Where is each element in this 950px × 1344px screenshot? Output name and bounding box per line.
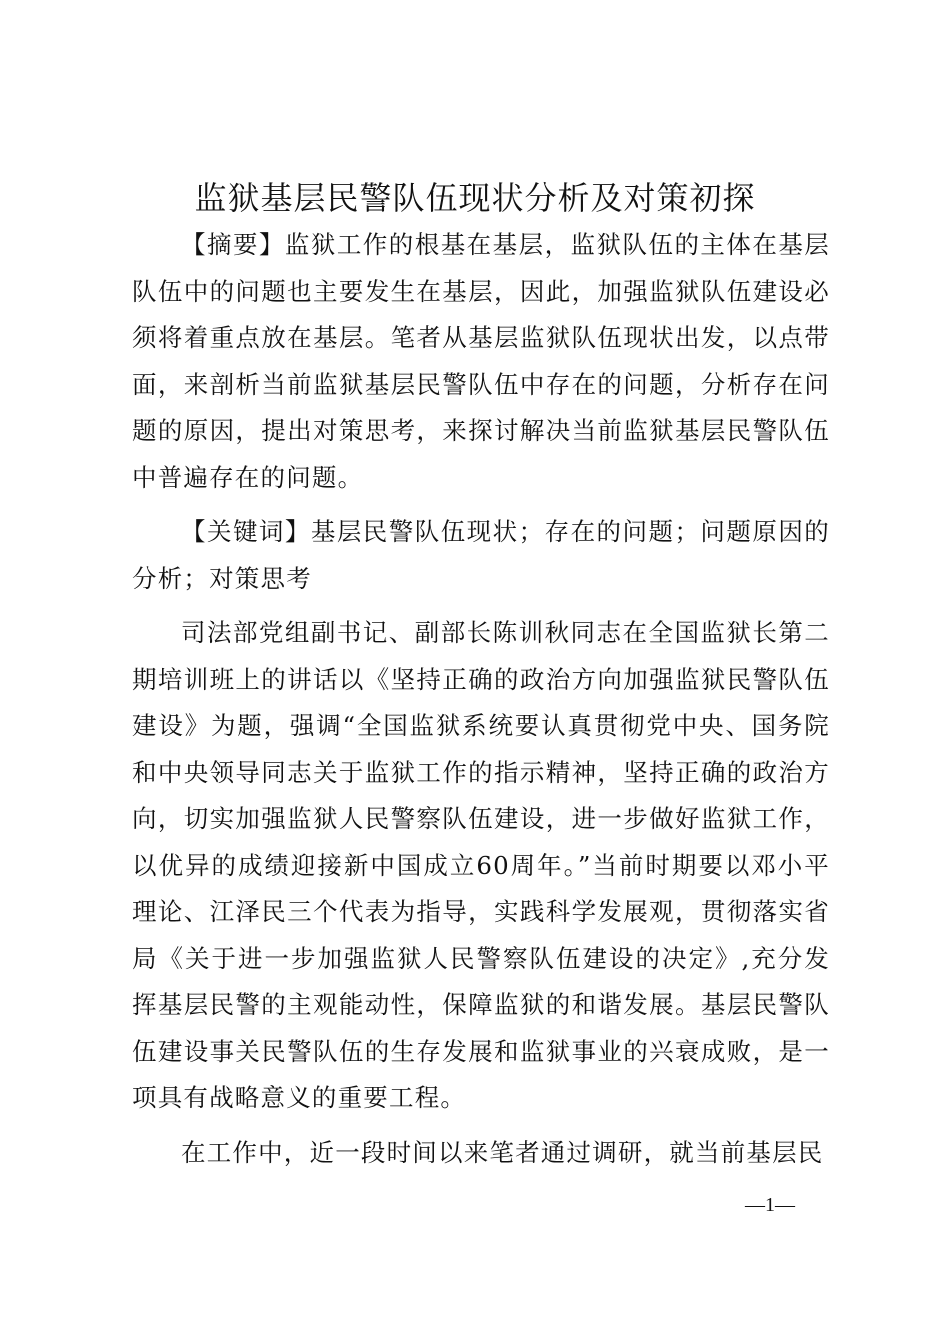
keywords-text: 基层民警队伍现状；存在的问题；问题原因的分析；对策思考 [132, 517, 831, 593]
keywords-label: 【关键词】 [181, 517, 311, 546]
document-body [132, 222, 830, 1176]
abstract-paragraph [132, 222, 830, 501]
keywords-paragraph [132, 509, 830, 602]
abstract-text: 监狱工作的根基在基层，监狱队伍的主体在基层队伍中的问题也主要发生在基层，因此，加强监狱队伍建设必须将着重点放在基层。笔者从基层监狱队伍现状出发，以点带面，来剖析当前监狱基层民警队伍中存在的问题，分析存在问题的原因，提出对策思考，来探讨解决当前监狱基层民警队伍中普遍存在的问题。 [132, 230, 830, 492]
abstract-label: 【摘要】 [181, 230, 285, 259]
body-paragraph-2: 在工作中，近一段时间以来笔者通过调研，就当前基层民 [181, 1137, 824, 1167]
document-title: 监狱基层民警队伍现状分析及对策初探 [194, 179, 756, 217]
page-number: —1— [745, 1194, 795, 1216]
body-paragraph-1: 司法部党组副书记、副部长陈训秋同志在全国监狱长第二期培训班上的讲话以《坚持正确的政治方向加强监狱民警队伍建设》为题，强调“全国监狱系统要认真贯彻党中央、国务院和中央领导同志关于监狱工作的指示精神，坚持正确的政治方向，切实加强监狱人民警察队伍建设，进一步做好监狱工作，以优异的成绩迎接新中国成立60周年。”当前时期要以邓小平理论、江泽民三个代表为指导，实践科学发展观，贯彻落实省局《关于进一步加强监狱人民警察队伍建设的决定》,充分发挥基层民警的主观能动性，保障监狱的和谐发展。基层民警队伍建设事关民警队伍的生存发展和监狱事业的兴衰成败，是一项具有战略意义的重要工程。 [132, 618, 830, 1112]
